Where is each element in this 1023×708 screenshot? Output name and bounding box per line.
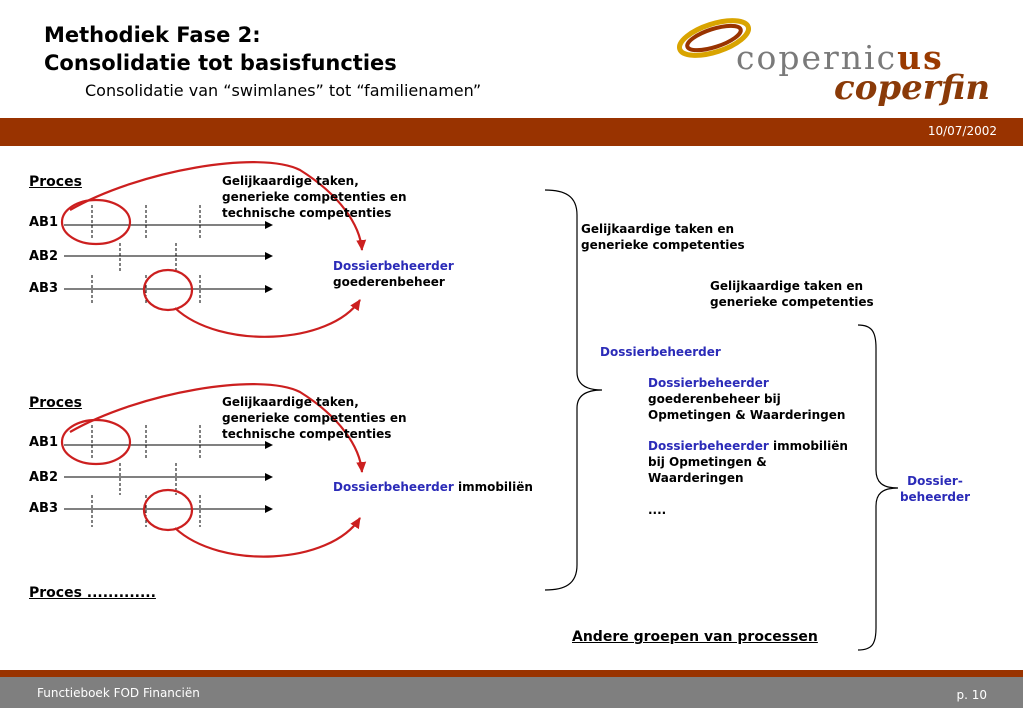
middle-note-2-line-2: generieke competenties [710,295,874,309]
middle-note-2-line-1: Gelijkaardige taken en [710,279,864,293]
group-title: Dossierbeheerder [600,345,721,359]
lane-label-ab2: AB2 [29,249,59,264]
lane-label-ab1-2: AB1 [29,435,59,450]
footer-accent-line [0,670,1023,677]
right-label-line-1: Dossier- [907,474,963,488]
role-2-blue: Dossierbeheerder [333,480,454,494]
group-item-2-blue: Dossierbeheerder [648,439,769,453]
note-block-2 [222,394,442,442]
note-1-line-2: generieke competenties en [222,190,407,204]
date-label: 10/07/2002 [927,124,997,138]
lane-label-ab3-2: AB3 [29,501,59,516]
group-item-1-line-3: Opmetingen & Waarderingen [648,408,846,422]
red-arrow-bottom-2 [175,518,360,557]
note-2-line-2: generieke competenties en [222,411,407,425]
group-item-2-line-3: Waarderingen [648,471,744,485]
group-item-2 [648,438,848,486]
role-1-rest: goederenbeheer [333,275,445,289]
proces-label-2: Proces [29,395,82,411]
middle-note-1-line-1: Gelijkaardige taken en [581,222,735,236]
subtitle: Consolidatie van “swimlanes” tot “familienamen” [85,81,482,100]
lane-label-ab2-2: AB2 [29,470,59,485]
group-item-2-rest: immobiliën [772,439,848,453]
proces-label-3: Proces ............. [29,585,156,601]
highlight-circle-ab3-2 [144,490,192,530]
middle-note-2 [710,278,874,310]
logo-highlight-text: us [897,38,944,77]
note-1-line-1: Gelijkaardige taken, [222,174,359,188]
group-item-1 [648,375,845,423]
group-item-1-line-2: goederenbeheer bij [648,392,781,406]
middle-note-1-line-2: generieke competenties [581,238,745,252]
right-label-line-2: beheerder [899,490,971,504]
note-1-line-3: technische competenties [222,206,392,220]
proces-label-1: Proces [29,174,82,190]
highlight-circle-ab1 [62,200,130,244]
group-item-2-line-2: bij Opmetingen & [648,455,767,469]
role-block-1 [333,258,454,290]
role-block-2 [333,479,533,495]
red-arrow-bottom-1 [175,300,360,337]
logo-main-text: copernic [736,38,898,77]
note-block-1 [222,173,442,221]
logo-coperfin: coperfin [834,68,991,108]
highlight-circle-ab3 [144,270,192,310]
role-1-blue: Dossierbeheerder [333,259,454,273]
role-2-rest: immobiliën [457,480,533,494]
lane-label-ab3: AB3 [29,281,59,296]
right-label [890,473,980,505]
title-line-1: Methodiek Fase 2: [44,23,261,47]
note-2-line-1: Gelijkaardige taken, [222,395,359,409]
note-2-line-3: technische competenties [222,427,392,441]
middle-note-1 [581,221,745,253]
other-groups-label: Andere groepen van processen [572,629,818,645]
group-ellipsis: .... [648,503,667,517]
lane-label-ab1: AB1 [29,215,59,230]
title-line-2: Consolidatie tot basisfuncties [44,51,397,75]
group-item-1-blue: Dossierbeheerder [648,376,769,390]
page-number: p. 10 [956,688,987,702]
highlight-circle-ab1-2 [62,420,130,464]
footer-left-text: Functieboek FOD Financiën [37,686,200,700]
